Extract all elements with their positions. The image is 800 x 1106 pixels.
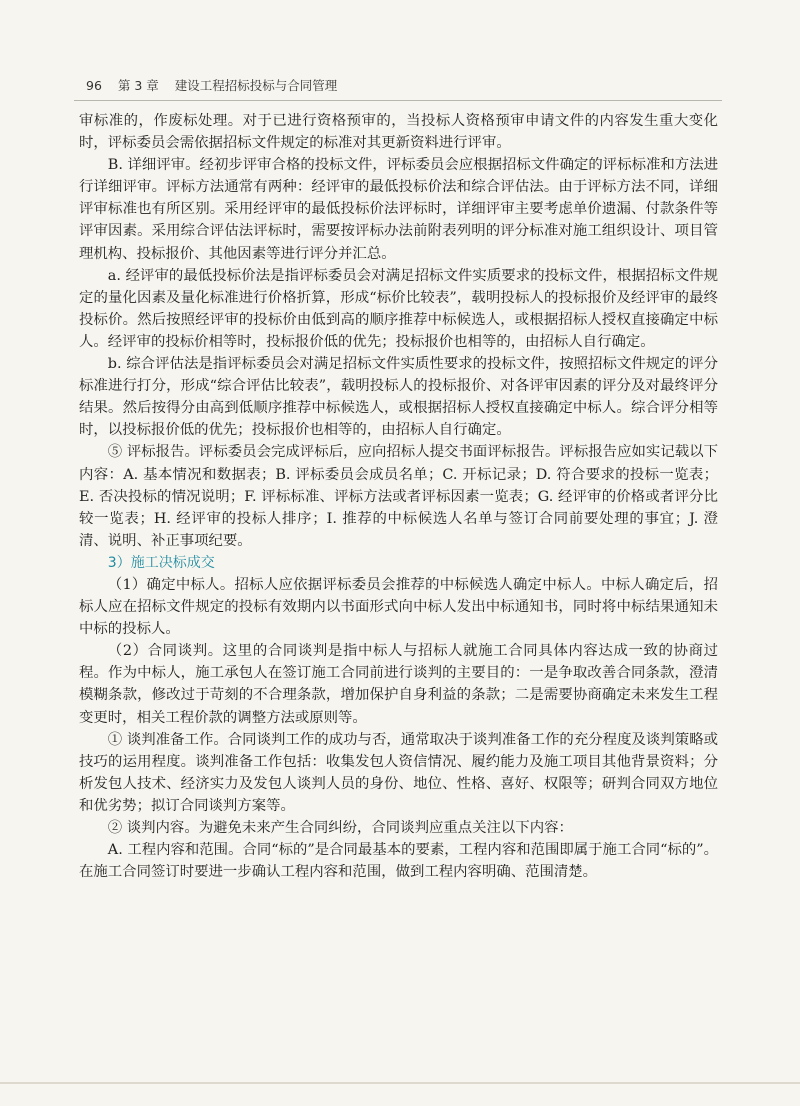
body-text	[79, 110, 718, 883]
page-bottom-edge	[0, 1082, 800, 1084]
paragraph-continued: 审标准的，作废标处理。对于已进行资格预审的，当投标人资格预审申请文件的内容发生重大变化时，评标委员会需依据招标文件规定的标准对其更新资料进行评审。	[79, 113, 718, 152]
paragraph-lowest-price-method: a. 经评审的最低投标价法是指评标委员会对满足招标文件实质要求的投标文件，根据招标文件规定的量化因素及量化标准进行价格折算，形成“标价比较表”，载明投标人的投标报价及经评审的最终投标价。然后按照经评审的投标价由低到高的顺序推荐中标候选人，或根据招标人授权直接确定中标人。经评审的投标价相等时，投标报价低的优先；投标报价也相等的，由招标人自行确定。	[79, 267, 718, 350]
paragraph-contract-negotiation: （2）合同谈判。这里的合同谈判是指中标人与招标人就施工合同具体内容达成一致的协商过程。作为中标人，施工承包人在签订施工合同前进行谈判的主要目的：一是争取改善合同条款，澄清模糊条款，修改过于苛刻的不合理条款，增加保护自身利益的条款；二是需要协商确定未来发生工程变更时，相关工程价款的调整方法或原则等。	[79, 643, 718, 726]
section-subheading: 3）施工决标成交	[107, 554, 215, 571]
chapter-number: 第 3 章	[117, 78, 159, 93]
paragraph-comprehensive-method: b. 综合评估法是指评标委员会对满足招标文件实质性要求的投标文件，按照招标文件规定的评分标准进行打分，形成“综合评估比较表”，载明投标人的投标报价、对各评审因素的评分及对最终评分结果。然后按得分由高到低顺序推荐中标候选人，或根据招标人授权直接确定中标人。综合评分相等时，以投标报价低的优先；投标报价也相等的，由招标人自行确定。	[79, 356, 718, 439]
running-header	[86, 76, 337, 94]
header-rule	[74, 100, 722, 101]
chapter-title: 建设工程招标投标与合同管理	[174, 78, 338, 93]
page-number: 96	[86, 78, 102, 93]
paragraph-negotiation-preparation: ① 谈判准备工作。合同谈判工作的成功与否，通常取决于谈判准备工作的充分程度及谈判策略或技巧的运用程度。谈判准备工作包括：收集发包人资信情况、履约能力及施工项目其他背景资料；分析发包人技术、经济实力及发包人谈判人员的身份、地位、性格、喜好、权限等；研判合同双方地位和优劣势；拟订合同谈判方案等。	[79, 731, 718, 814]
paragraph-detailed-review: B. 详细评审。经初步评审合格的投标文件，评标委员会应根据招标文件确定的评标标准和方法进行详细评审。评标方法通常有两种：经评审的最低投标价法和综合评估法。由于评标方法不同，详细评审标准也有所区别。采用经评审的最低投标价法评标时，详细评审主要考虑单价遗漏、付款条件等评审因素。采用综合评估法评标时，需要按评标办法前附表列明的评分标准对施工组织设计、项目管理机构、投标报价、其他因素等进行评分并汇总。	[79, 157, 718, 262]
paragraph-scope-of-work: A. 工程内容和范围。合同“标的”是合同最基本的要素，工程内容和范围即属于施工合同“标的”。在施工合同签订时要进一步确认工程内容和范围，做到工程内容明确、范围清楚。	[79, 842, 719, 881]
paragraph-determine-winner: （1）确定中标人。招标人应依据评标委员会推荐的中标候选人确定中标人。中标人确定后，招标人应在招标文件规定的投标有效期内以书面形式向中标人发出中标通知书，同时将中标结果通知未中标的投标人。	[79, 576, 718, 638]
paragraph-evaluation-report: ⑤ 评标报告。评标委员会完成评标后，应向招标人提交书面评标报告。评标报告应如实记载以下内容：A. 基本情况和数据表；B. 评标委员会成员名单；C. 开标记录；D. 符合要求的投标一览表；E. 否决投标的情况说明；F. 评标标准、评标方法或者评标因素一览表；G. 经评审的价格或者评分比较一览表；H. 经评审的投标人排序；I. 推荐的中标候选人名单与签订合同前要处理的事宜；J. 澄清、说明、补正事项纪要。	[79, 444, 718, 549]
paragraph-negotiation-content: ② 谈判内容。为避免未来产生合同纠纷，合同谈判应重点关注以下内容：	[107, 820, 573, 836]
